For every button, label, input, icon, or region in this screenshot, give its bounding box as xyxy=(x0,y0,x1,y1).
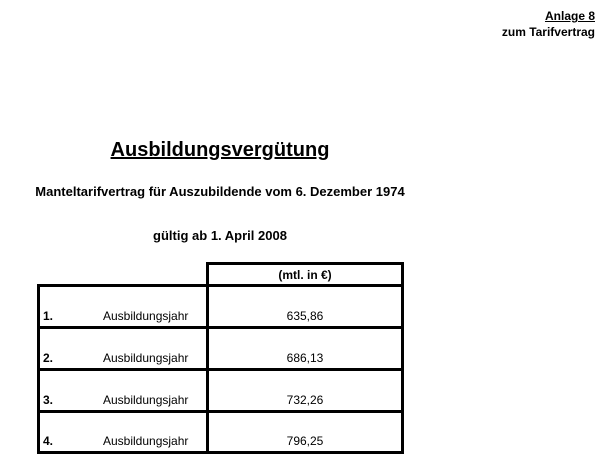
row-label: Ausbildungsjahr xyxy=(103,434,189,448)
row-number: 2. xyxy=(43,351,54,365)
row-number: 3. xyxy=(43,393,54,407)
document-subtitle: Manteltarifvertrag für Auszubildende vom 6. Dezember 1974 xyxy=(35,184,405,199)
table-row xyxy=(40,413,401,451)
row-value: 635,86 xyxy=(286,309,324,323)
row-value: 732,26 xyxy=(286,393,324,407)
row-value: 686,13 xyxy=(286,351,324,365)
annex-number: Anlage 8 xyxy=(544,9,595,23)
row-label: Ausbildungsjahr xyxy=(103,351,189,365)
table-row xyxy=(40,329,401,371)
column-header: (mtl. in €) xyxy=(206,262,404,285)
row-label: Ausbildungsjahr xyxy=(103,393,189,407)
valid-from-text: gültig ab 1. April 2008 xyxy=(153,228,287,243)
row-label: Ausbildungsjahr xyxy=(103,309,189,323)
row-value: 796,25 xyxy=(286,434,324,448)
row-number: 4. xyxy=(43,434,54,448)
table-row xyxy=(40,287,401,329)
annex-reference xyxy=(502,8,595,40)
table-row xyxy=(40,371,401,413)
compensation-table xyxy=(37,284,404,454)
row-number: 1. xyxy=(43,309,54,323)
annex-subtitle: zum Tarifvertrag xyxy=(501,25,595,39)
document-title: Ausbildungsvergütung xyxy=(110,139,330,161)
